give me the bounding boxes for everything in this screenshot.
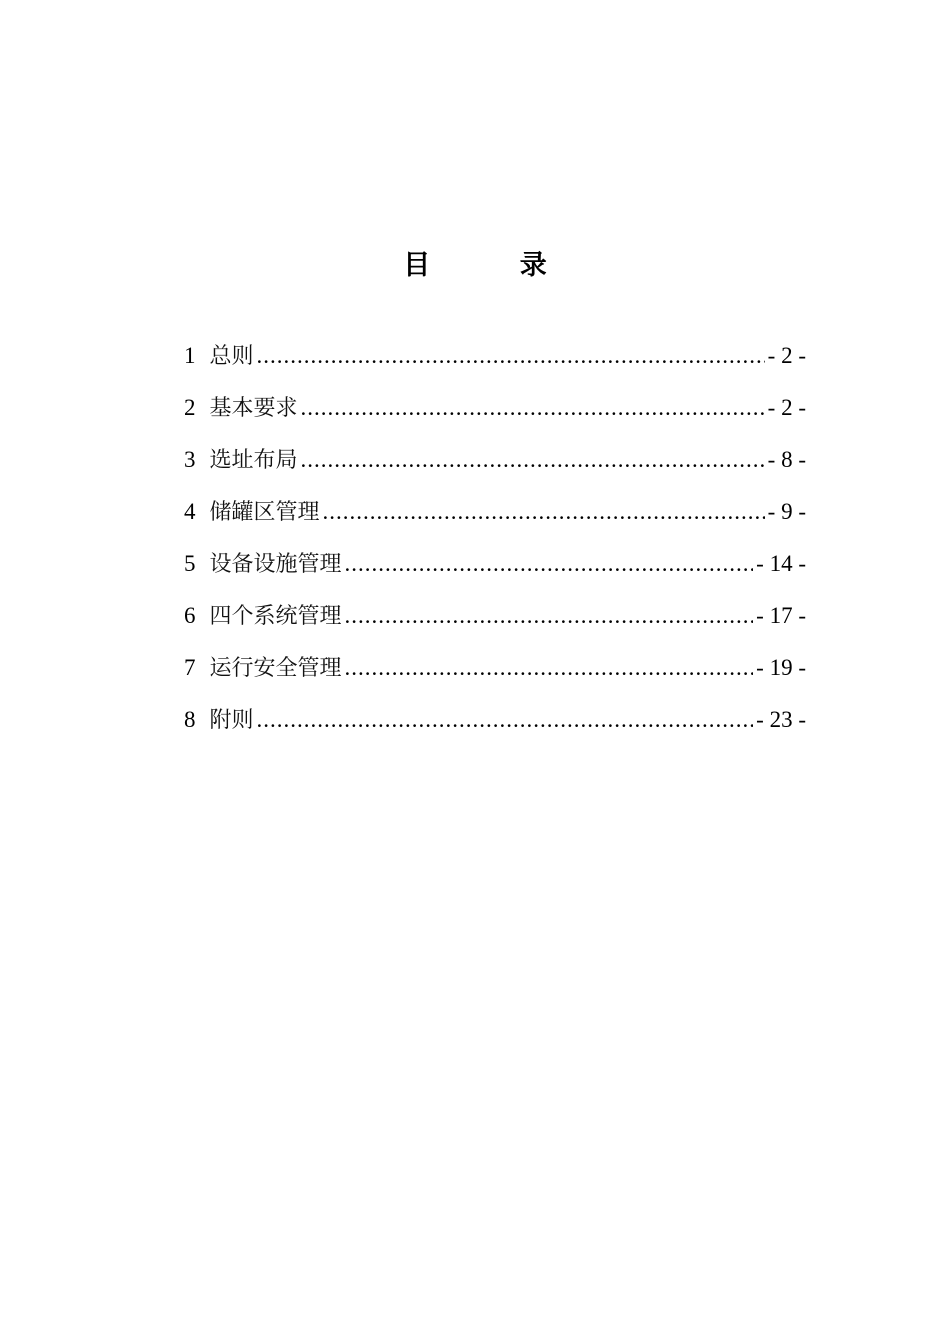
toc-entry[interactable] [184,492,806,544]
toc-entry[interactable] [184,440,806,492]
toc-entry-number: 6 [184,603,196,628]
toc-dot-leader [345,544,754,584]
toc-entry-page: - 2 - [767,395,806,420]
toc-entry-label: 运行安全管理 [209,656,342,681]
toc-entry-number: 4 [184,499,196,524]
toc-entry[interactable] [184,544,806,596]
toc-entry-page: - 9 - [767,499,806,524]
toc-entry[interactable] [184,648,806,700]
toc-entry-number: 3 [184,447,196,472]
toc-entry-number: 2 [184,395,196,420]
toc-entry-page: - 8 - [767,447,806,472]
toc-entry-page: - 14 - [756,551,806,576]
toc-entry-label: 四个系统管理 [209,604,342,629]
toc-entry-number: 1 [184,343,196,368]
toc-entry-label: 总则 [209,344,254,369]
toc-entry[interactable] [184,336,806,388]
toc-dot-leader [257,336,765,376]
toc-dot-leader [301,388,765,428]
toc-dot-leader [323,492,765,532]
toc-entry[interactable] [184,388,806,440]
toc-entry-label: 设备设施管理 [209,552,342,577]
toc-dot-leader [257,700,754,740]
toc-entry[interactable] [184,596,806,648]
toc-entry-number: 7 [184,655,196,680]
toc-entry-label: 基本要求 [209,396,298,421]
toc-entry-number: 8 [184,707,196,732]
toc-entry-label: 选址布局 [209,448,298,473]
toc-entry-page: - 19 - [756,655,806,680]
toc-entry-label: 储罐区管理 [209,500,320,525]
toc-dot-leader [301,440,765,480]
toc-title: 目 录 [403,250,587,281]
toc-entry-label: 附则 [209,708,254,733]
toc-entry-number: 5 [184,551,196,576]
toc-entry-page: - 23 - [756,707,806,732]
toc-entry-page: - 2 - [767,343,806,368]
toc-entry[interactable] [184,700,806,752]
toc-dot-leader [345,596,754,636]
toc-entry-page: - 17 - [756,603,806,628]
toc-dot-leader [345,648,754,688]
table-of-contents [184,336,806,752]
